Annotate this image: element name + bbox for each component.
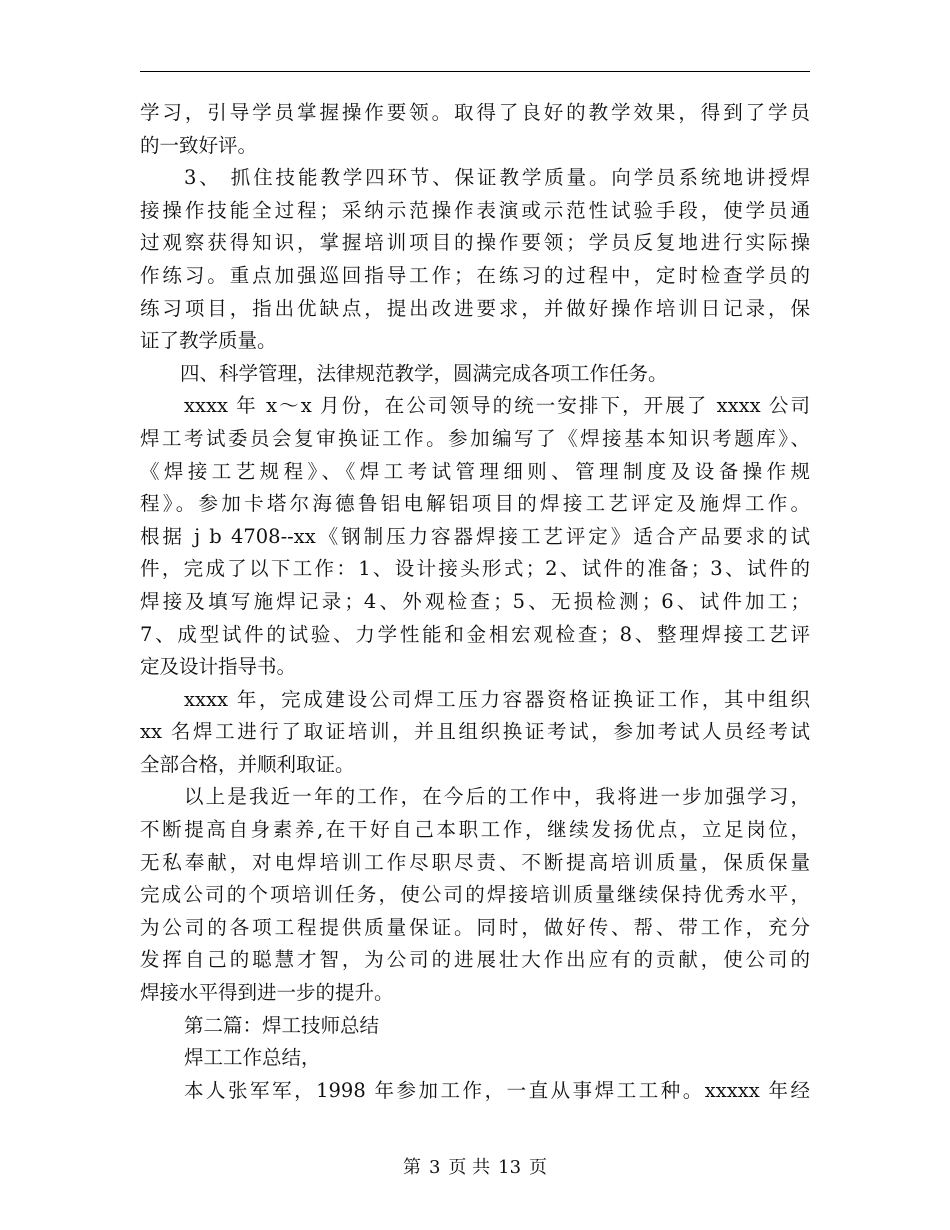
text-line: 全部合格，并顺利取证。 — [140, 752, 355, 776]
text-line: 无私奉献，对电焊培训工作尽职尽责、不断提高培训质量，保质保量 — [140, 850, 810, 874]
text-line: 为公司的各项工程提供质量保证。同时，做好传、帮、带工作，充分 — [140, 915, 810, 939]
text-line: xxxx 年，完成建设公司焊工压力容器资格证换证工作，其中组织 — [184, 687, 810, 711]
text-line: 发挥自己的聪慧才智，为公司的进展壮大作出应有的贡献，使公司的 — [140, 948, 810, 972]
text-line: 本人张军军，1998 年参加工作，一直从事焊工工种。xxxxx 年经 — [184, 1078, 810, 1102]
text-line: 3、 抓住技能教学四环节、保证教学质量。向学员系统地讲授焊 — [184, 166, 810, 190]
text-line: 以上是我近一年的工作，在今后的工作中，我将进一步加强学习， — [184, 785, 810, 809]
text-line: xx 名焊工进行了取证培训，并且组织换证考试，参加考试人员经考试 — [140, 720, 810, 744]
text-line: 定及设计指导书。 — [140, 655, 297, 679]
section-title: 第二篇：焊工技师总结 — [184, 1013, 380, 1037]
body-text — [140, 97, 810, 1107]
text-line: 件，完成了以下工作：1、设计接头形式；2、试件的准备；3、试件的 — [140, 557, 810, 581]
text-line: 作练习。重点加强巡回指导工作；在练习的过程中，定时检查学员的 — [140, 263, 810, 287]
text-line: 程》。参加卡塔尔海德鲁铝电解铝项目的焊接工艺评定及施焊工作。 — [140, 492, 810, 516]
text-line: 的一致好评。 — [140, 133, 258, 157]
text-line: 《焊接工艺规程》、《焊工考试管理细则、管理制度及设备操作规 — [140, 459, 810, 483]
text-line: 证了教学质量。 — [140, 329, 277, 353]
text-line: xxxx 年 x～x 月份，在公司领导的统一安排下，开展了 xxxx 公司 — [184, 394, 810, 418]
text-line: 根据 j b 4708--xx《钢制压力容器焊接工艺评定》适合产品要求的试 — [140, 524, 810, 548]
page-footer — [0, 1153, 950, 1179]
text-line: 不断提高自身素养,在干好自己本职工作，继续发扬优点，立足岗位， — [140, 818, 810, 842]
footer-middle: 页 共 — [448, 1157, 491, 1178]
page-number: 3 — [428, 1157, 441, 1178]
text-line: 焊接及填写施焊记录；4、外观检查；5、无损检测；6、试件加工； — [140, 589, 810, 613]
footer-suffix: 页 — [529, 1157, 548, 1178]
text-line: 7、成型试件的试验、力学性能和金相宏观检查；8、整理焊接工艺评 — [140, 622, 810, 646]
text-line: 接操作技能全过程；采纳示范操作表演或示范性试验手段，使学员通 — [140, 198, 810, 222]
text-line: 焊接水平得到进一步的提升。 — [140, 981, 394, 1005]
text-line: 焊工工作总结， — [184, 1046, 321, 1070]
header-rule — [140, 71, 810, 72]
text-line: 练习项目，指出优缺点，提出改进要求，并做好操作培训日记录，保 — [140, 296, 810, 320]
text-line: 学习，引导学员掌握操作要领。取得了良好的教学效果，得到了学员 — [140, 101, 810, 124]
text-line: 过观察获得知识，掌握培训项目的操作要领；学员反复地进行实际操 — [140, 231, 810, 255]
section-heading: 四、科学管理，法律规范教学，圆满完成各项工作任务。 — [180, 361, 668, 385]
text-line: 焊工考试委员会复审换证工作。参加编写了《焊接基本知识考题库》、 — [140, 426, 810, 450]
footer-prefix: 第 — [402, 1157, 421, 1178]
text-line: 完成公司的个项培训任务，使公司的焊接培训质量继续保持优秀水平， — [140, 883, 810, 907]
page-total: 13 — [498, 1157, 522, 1178]
